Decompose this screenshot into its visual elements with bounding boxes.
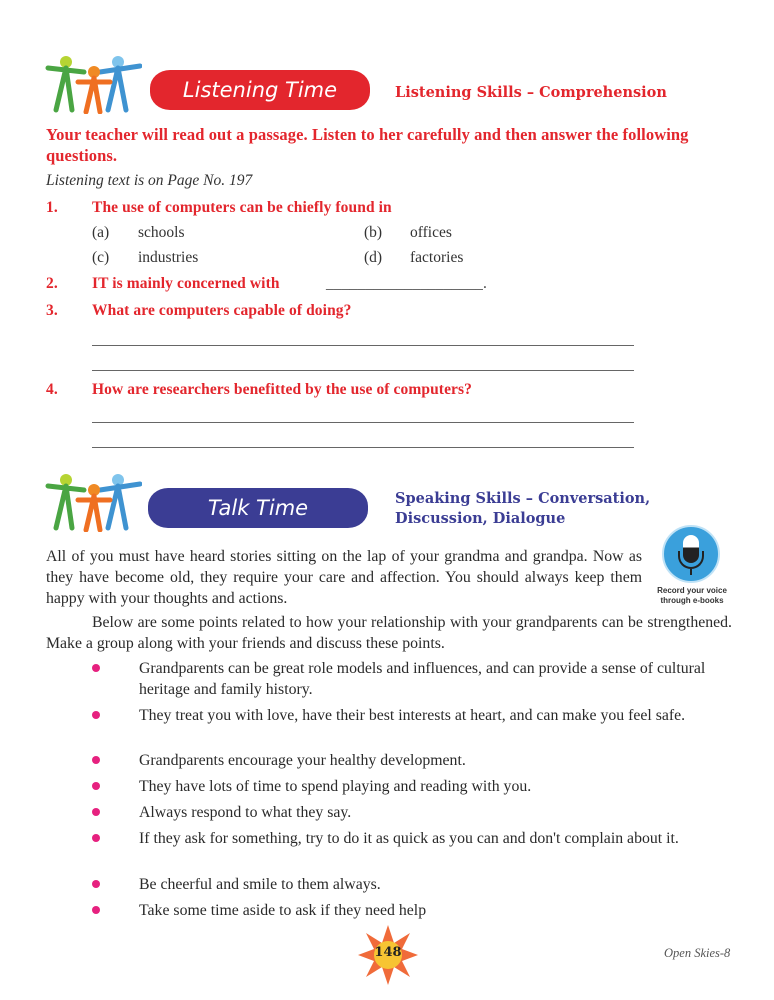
talk-subtitle-1: Speaking Skills – Conversation,: [395, 490, 651, 507]
bullet-icon: [92, 782, 100, 790]
bullet-text: Be cheerful and smile to them always.: [139, 876, 381, 893]
bullet-icon: [92, 880, 100, 888]
bullet-icon: [92, 711, 100, 719]
list-item: [92, 776, 732, 797]
option-text: schools: [138, 224, 185, 241]
bullet-text: Grandparents can be great role models and influences, and can provide a sense of cultural heritage and family history.: [139, 660, 706, 698]
q2-text: IT is mainly concerned with: [92, 275, 280, 292]
q1-number: 1.: [46, 199, 58, 216]
list-item: [92, 802, 732, 823]
listening-time-banner: Listening Time: [150, 70, 370, 110]
option-label: (c): [92, 249, 110, 266]
option-text: offices: [410, 224, 452, 241]
option-label: (d): [364, 249, 383, 266]
intro-paragraph: All of you must have heard stories sitting on the lap of your grandma and grandpa. Now as they have become old, they require your care and affection. You should always keep them happy with your thoughts and actions.: [46, 548, 642, 607]
record-voice-label: through e-books: [660, 596, 724, 605]
bullet-text: Take some time aside to ask if they need help: [139, 902, 427, 919]
list-item: [92, 750, 732, 771]
page-number: 148: [374, 945, 402, 960]
answer-line[interactable]: [92, 422, 634, 423]
q1-text: The use of computers can be chiefly found in: [92, 199, 392, 216]
bullet-icon: [92, 906, 100, 914]
listening-subtitle: Listening Skills – Comprehension: [395, 84, 667, 101]
book-title: Open Skies-8: [664, 946, 731, 960]
talk-time-banner: Talk Time: [148, 488, 368, 528]
list-item: [92, 828, 732, 849]
bullet-text: Grandparents encourage your healthy development.: [139, 752, 466, 769]
option-text: factories: [410, 249, 464, 266]
option-text: industries: [138, 249, 199, 266]
bullet-text: Always respond to what they say.: [139, 804, 352, 821]
talk-subtitle-2: Discussion, Dialogue: [395, 510, 566, 527]
bullet-icon: [92, 834, 100, 842]
bullet-icon: [92, 664, 100, 672]
bullet-icon: [92, 756, 100, 764]
bullet-text: They treat you with love, have their best interests at heart, and can make you feel safe.: [139, 707, 686, 724]
answer-line[interactable]: [92, 447, 634, 448]
instruction: Your teacher will read out a passage. Listen to her carefully and then answer the following questions.: [46, 125, 689, 165]
listening-note: Listening text is on Page No. 197: [46, 172, 253, 189]
people-icon: [44, 472, 142, 532]
q3-text: What are computers capable of doing?: [92, 302, 352, 319]
list-item: [92, 900, 732, 921]
answer-line[interactable]: [92, 370, 634, 371]
list-item: [92, 658, 732, 700]
q2-blank[interactable]: ____________________.: [326, 275, 487, 292]
list-item: [92, 874, 732, 895]
bullet-text: They have lots of time to spend playing and reading with you.: [139, 778, 532, 795]
record-voice-label: Record your voice: [657, 586, 727, 595]
q4-number: 4.: [46, 381, 58, 398]
people-icon: [44, 54, 142, 114]
q2-number: 2.: [46, 275, 58, 292]
microphone-icon[interactable]: [662, 525, 720, 583]
bullet-text: If they ask for something, try to do it as quick as you can and don't complain about it.: [139, 830, 679, 847]
list-item: [92, 705, 732, 726]
bullet-icon: [92, 808, 100, 816]
answer-line[interactable]: [92, 345, 634, 346]
q4-text: How are researchers benefitted by the use of computers?: [92, 381, 473, 398]
q3-number: 3.: [46, 302, 58, 319]
option-label: (b): [364, 224, 383, 241]
points-paragraph: Below are some points related to how your relationship with your grandparents can be strengthened. Make a group along with your friends and discuss these points.: [46, 614, 732, 652]
option-label: (a): [92, 224, 110, 241]
